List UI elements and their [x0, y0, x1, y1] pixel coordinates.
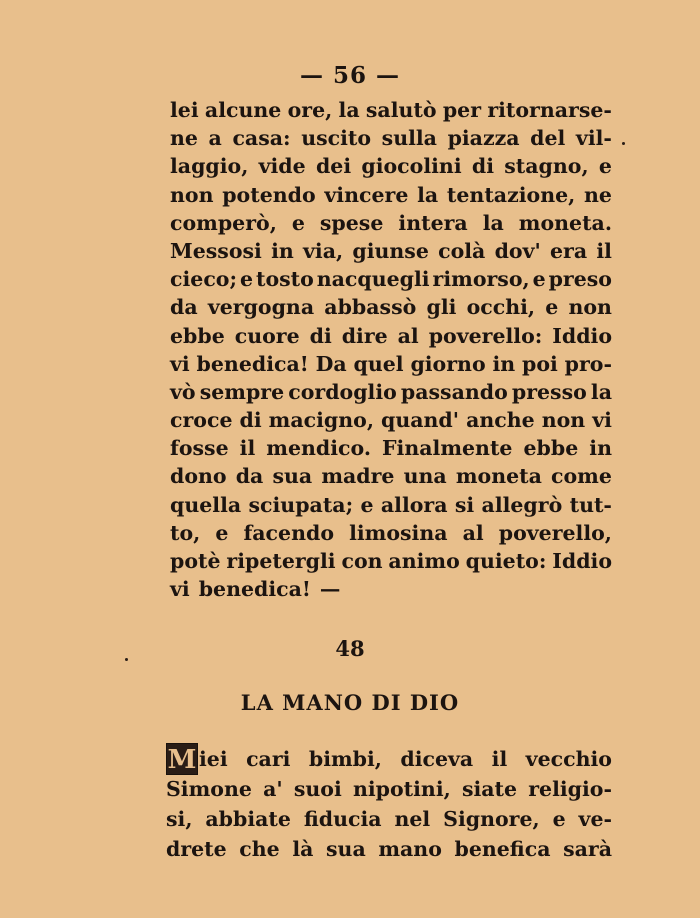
drop-cap: M — [167, 745, 197, 775]
first-word: M iei — [167, 745, 228, 775]
text-line: vi benedica! — — [170, 577, 341, 602]
text-line: vi benedica! Da quel giorno in poi pro- — [170, 351, 612, 376]
page-number: — 56 — — [299, 62, 401, 89]
text-line: cieco; e tosto nacquegli rimorso, e preso — [170, 267, 612, 292]
text-line: potè ripetergli con animo quieto: Iddio — [170, 549, 612, 573]
text-line: dono da sua madre una moneta come — [170, 464, 612, 489]
chapter-text — [166, 744, 612, 864]
chapter-number: 48 — [335, 636, 365, 661]
text-line: laggio, vide dei giocolini di stagno, e — [170, 154, 612, 179]
text-line: quella sciupata; e allora si allegrò tut- — [170, 492, 612, 517]
print-speck — [125, 658, 128, 661]
print-speck — [622, 142, 625, 145]
text-line: vò sempre cordoglio passando presso la — [170, 379, 612, 404]
text-line: fosse il mendico. Finalmente ebbe in — [170, 436, 612, 461]
text-line: croce di macigno, quand' anche non vi — [170, 408, 612, 433]
text-line: drete che là sua mano benefica sarà — [166, 837, 612, 861]
text-line: comperò, e spese intera la moneta. — [170, 210, 612, 235]
chapter-title: LA MANO DI DIO — [240, 690, 460, 715]
text-line: si, abbiate fiducia nel Signore, e ve- — [166, 807, 612, 831]
body-text — [170, 96, 612, 603]
text-line: to, e facendo limosina al poverello, — [170, 520, 612, 545]
text-line: ne a casa: uscito sulla piazza del vil- — [170, 126, 612, 151]
text-line: da vergogna abbassò gli occhi, e non — [170, 295, 612, 320]
text-line: ebbe cuore di dire al poverello: Iddio — [170, 323, 612, 348]
text-line: M iei cari bimbi, diceva il vecchio — [167, 745, 612, 775]
text-line: Simone a' suoi nipotini, siate religio- — [166, 777, 612, 801]
text-line: non potendo vincere la tentazione, ne — [170, 182, 612, 207]
text-line: lei alcune ore, la salutò per ritornarse- — [170, 98, 612, 122]
text-line: Messosi in via, giunse colà dov' era il — [170, 238, 612, 263]
